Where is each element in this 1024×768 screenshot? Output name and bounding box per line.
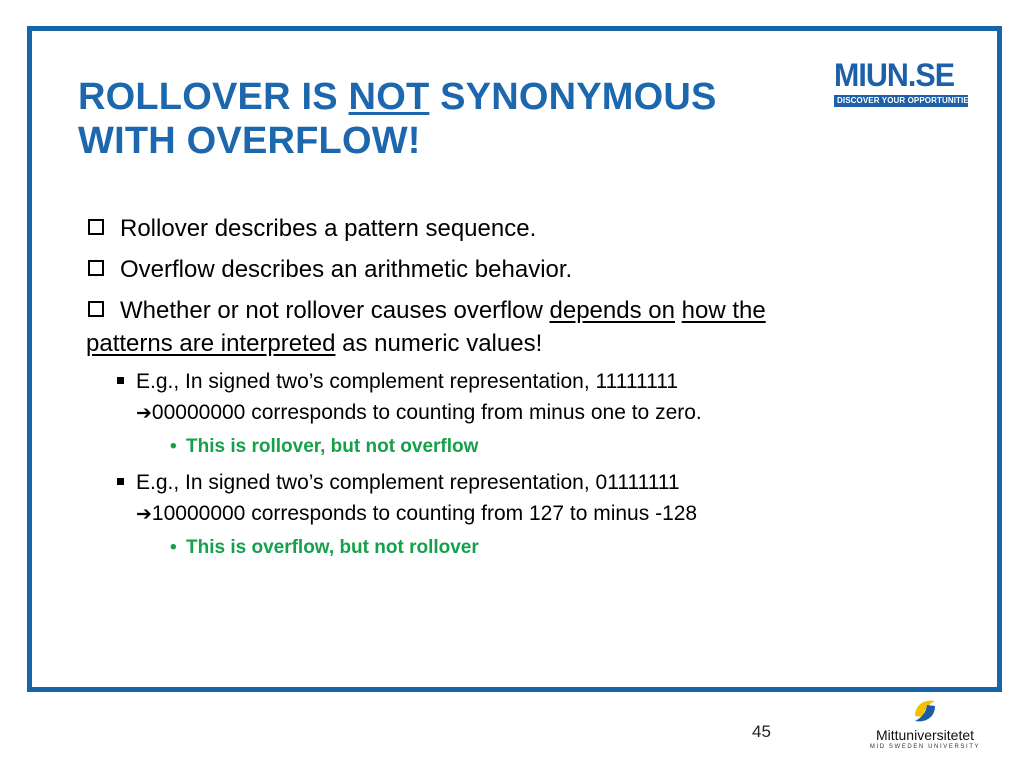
bullet-overflow <box>86 253 806 286</box>
university-name: Mittuniversitetet <box>875 727 975 743</box>
example-overflow <box>86 467 806 530</box>
slide-title <box>78 75 818 163</box>
bullet-rollover-text: Rollover describes a pattern sequence. <box>120 215 537 242</box>
note-rollover-text: This is rollover, but not overflow <box>186 436 479 457</box>
bullet-depends-post: as numeric values! <box>335 330 543 357</box>
example-overflow-line2: 10000000 corresponds to counting from 127 to minus -128 <box>151 502 698 525</box>
example-rollover-line2: 00000000 corresponds to counting from minus one to zero. <box>151 401 702 424</box>
note-overflow <box>86 534 806 562</box>
title-part-2: SYNONYMOUS WITH OVERFLOW! <box>78 76 717 162</box>
note-overflow-text: This is overflow, but not rollover <box>186 537 479 558</box>
bullet-overflow-text: Overflow describes an arithmetic behavior. <box>120 256 573 283</box>
checkbox-bullet-icon <box>88 260 104 276</box>
page-number: 45 <box>752 722 771 741</box>
slide-body <box>86 212 806 570</box>
mittuniversitetet-logo <box>860 696 990 752</box>
arrow-right-icon: ➔ <box>136 503 152 525</box>
miun-logo-wordmark: MIUN.SE <box>834 57 955 93</box>
example-rollover-line1: E.g., In signed two’s complement representation, 11111111 <box>136 370 679 393</box>
dot-bullet-icon: • <box>170 436 177 457</box>
bullet-rollover <box>86 212 806 245</box>
note-rollover <box>86 433 806 461</box>
bullet-depends-underlined-1: depends on <box>549 297 675 324</box>
example-overflow-line1: E.g., In signed two’s complement representation, 01111111 <box>136 471 680 494</box>
square-bullet-icon <box>117 478 124 485</box>
title-part-1: ROLLOVER IS <box>78 76 349 118</box>
university-subtitle: MID SWEDEN UNIVERSITY <box>869 744 981 750</box>
bullet-depends-pre: Whether or not rollover causes overflow <box>120 297 550 324</box>
miun-logo-tagline: DISCOVER YOUR OPPORTUNITIES <box>834 95 968 107</box>
arrow-right-icon: ➔ <box>136 402 152 424</box>
dot-bullet-icon: • <box>170 537 177 558</box>
university-emblem-icon <box>910 696 940 726</box>
bullet-depends-underlined-2: how the patterns are interpreted <box>86 297 766 357</box>
example-rollover <box>86 366 806 429</box>
title-underlined-word: NOT <box>348 76 430 118</box>
bullet-depends <box>86 294 806 360</box>
checkbox-bullet-icon <box>88 301 104 317</box>
miun-logo <box>834 57 975 107</box>
square-bullet-icon <box>117 377 124 384</box>
checkbox-bullet-icon <box>88 219 104 235</box>
